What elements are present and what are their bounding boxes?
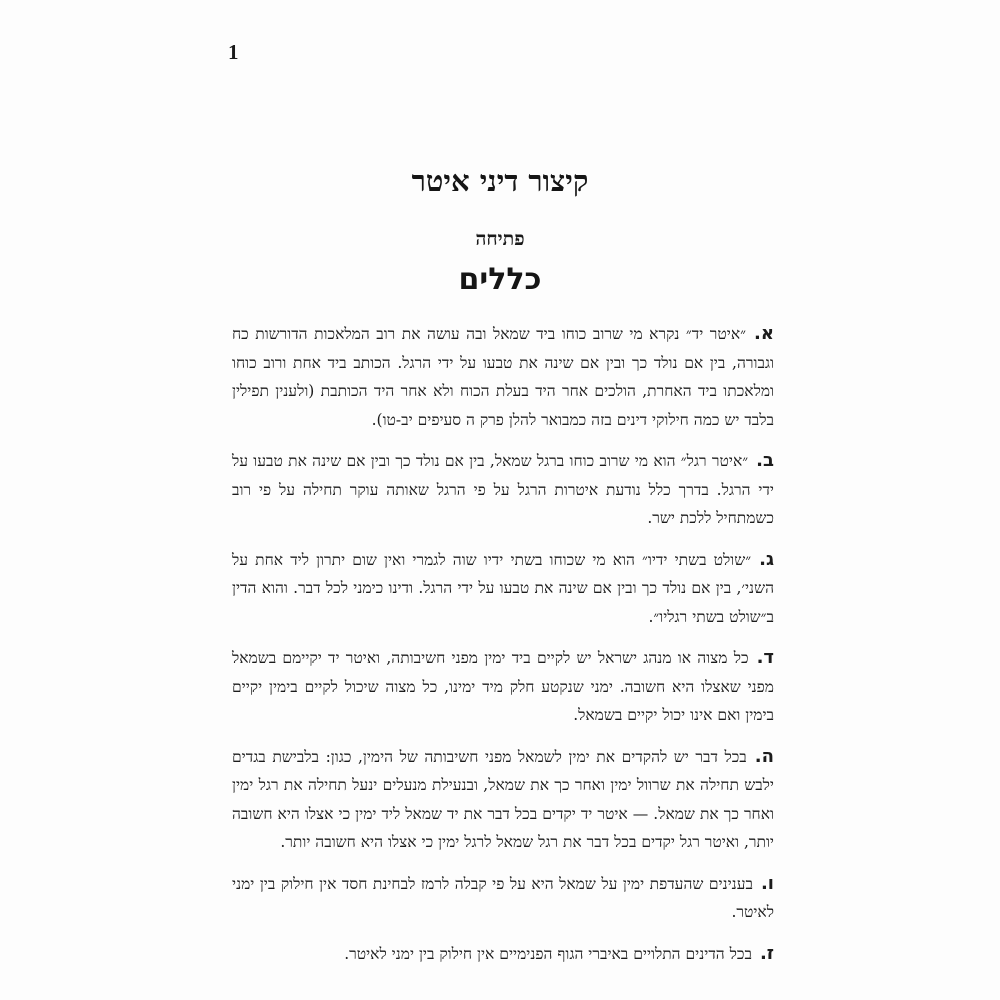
paragraph-zayin [232, 940, 774, 969]
paragraph-letter: ו. [760, 872, 774, 894]
body-text [232, 320, 774, 981]
paragraph-letter: א. [754, 323, 774, 344]
paragraph-text: בענינים שהעדפת ימין על שמאל היא על פי קבלה לרמז לבחינת חסד אין חילוק בין ימני לאיטר. [232, 874, 774, 921]
paragraph-text: ״איטר רגל״ הוא מי שרוב כוחו ברגל שמאל, בין אם נולד כך ובין אם שינה את טבעו על ידי הרגל. בדרך כלל נודעת איטרות הרגל על פי הרגל שאותה עוקר תחילה על פי רוב כשמתחיל ללכת ישר. [232, 452, 774, 527]
paragraph-letter: ג. [759, 548, 774, 570]
paragraph-text: כל מצוה או מנהג ישראל יש לקיים ביד ימין מפני חשיבותה, ואיטר יד יקיימם בשמאל מפני שאצלו היא חשובה. ימני שנקטע חלק מיד ימינו, כל מצוה שיכול לקיים בימין יקיים בימין ואם אינו יכול יקיים בשמאל. [232, 649, 774, 724]
paragraph-text: בכל דבר יש להקדים את ימין לשמאל מפני חשיבותה של הימין, כגון: בלבישת בגדים ילבש תחילה את שרוול ימין ואחר כך את שמאל, ובנעילת מנעלים ינעל תחילה את רגל ימין ואחר כך את שמאל. — איטר יד יקדים בכל דבר את יד שמאל ליד ימין כי אצלו היא חשובה יותר, ואיטר רגל יקדים בכל דבר את רגל שמאל לרגל ימין כי אצלו היא חשובה יותר. [232, 747, 774, 851]
paragraph-text: ״שולט בשתי ידיו״ הוא מי שכוחו בשתי ידיו שוה לגמרי ואין שום יתרון ליד אחת על השני׳, בין אם נולד כך ובין אם שינה את טבעו על ידי הרגל. ודינו כימני לכל דבר. והוא הדין ב״שולט בשתי רגליו״. [232, 550, 774, 626]
paragraph-letter: ב. [756, 450, 774, 471]
paragraph-letter: ד. [756, 647, 774, 668]
paragraph-letter: ה. [754, 745, 774, 767]
paragraph-dalet [232, 644, 774, 730]
paragraph-letter: ז. [759, 942, 774, 964]
section-heading: כללים [458, 262, 542, 297]
paragraph-vav [232, 870, 774, 927]
paragraph-alef [232, 320, 774, 434]
section-subtitle: פתיחה [475, 228, 525, 250]
paragraph-text: ״איטר יד״ נקרא מי שרוב כוחו ביד שמאל ובה עושה את רוב המלאכות הדורשות כח וגבורה, בין אם נולד כך ובין אם שינה את טבעו על ידי הרגל. הכותב ביד אחת ורוב כוחו ומלאכתו ביד האחרת, הולכים אחר היד בעלת הכוח ולא אחר היד הכותבת (ולענין תפילין בלבד יש כמה חילוקי דינים בזה כמבואר להלן פרק ה סעיפים יב-טו). [232, 325, 774, 429]
paragraph-he [232, 743, 774, 857]
page-title: קיצור דיני איטר [411, 164, 589, 198]
paragraph-gimel [232, 546, 774, 632]
paragraph-text: בכל הדינים התלויים באיברי הגוף הפנימיים אין חילוק בין ימני לאיטר. [344, 944, 752, 963]
page-number: 1 [228, 40, 239, 64]
paragraph-bet [232, 447, 774, 533]
